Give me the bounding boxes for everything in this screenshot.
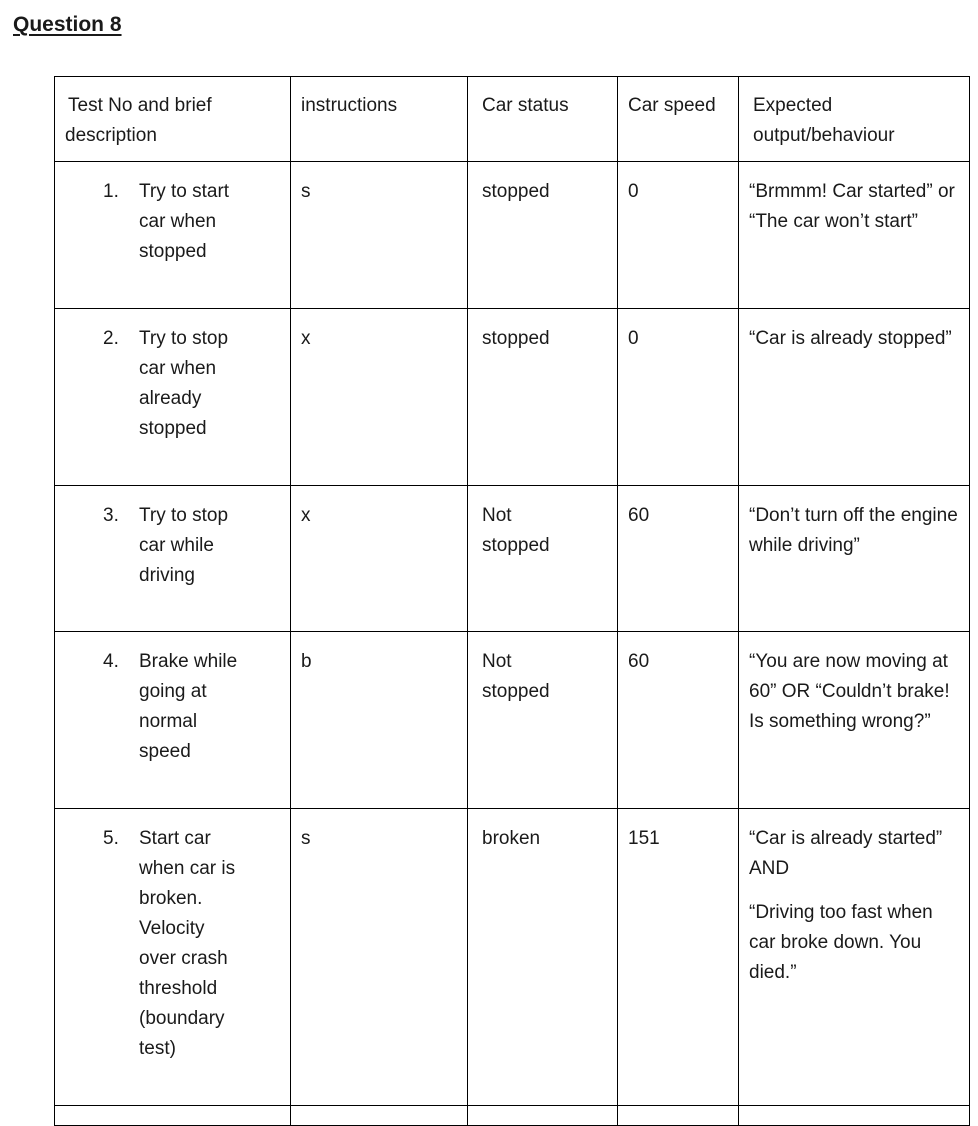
table-row-partial [55, 1106, 970, 1126]
expected-output-cell [739, 809, 970, 1106]
table-row [55, 632, 970, 809]
expected-output-cell [739, 309, 970, 486]
header-expected-output: Expected output/behaviour [739, 77, 970, 162]
car-status-cell: Not stopped [468, 486, 618, 632]
header-instructions: instructions [291, 77, 468, 162]
test-number: 1. [103, 181, 119, 202]
test-number: 3. [103, 505, 119, 526]
instruction-cell: b [291, 632, 468, 809]
car-status-cell: stopped [468, 309, 618, 486]
instruction-cell: x [291, 486, 468, 632]
expected-output-text: “Car is already stopped” [749, 328, 952, 349]
test-description: Try to stop car when already stopped [139, 328, 229, 439]
test-description-cell [55, 632, 291, 809]
car-speed-cell: 60 [618, 486, 739, 632]
car-status-cell: broken [468, 809, 618, 1106]
expected-output-cell [739, 486, 970, 632]
test-number: 4. [103, 651, 119, 672]
test-description: Brake while going at normal speed [139, 651, 238, 762]
instruction-cell: s [291, 162, 468, 309]
header-car-status: Car status [468, 77, 618, 162]
test-number: 2. [103, 328, 119, 349]
expected-output-text: “Car is already started” AND [749, 828, 943, 879]
test-description-cell [55, 809, 291, 1106]
instruction-cell: x [291, 309, 468, 486]
expected-output-text: “You are now moving at 60” OR “Couldn’t brake! Is something wrong?” [749, 651, 950, 732]
header-test-description: Test No and brief description [55, 77, 291, 162]
test-number: 5. [103, 828, 119, 849]
expected-output-cell [739, 162, 970, 309]
car-status-cell: Not stopped [468, 632, 618, 809]
table-row [55, 809, 970, 1106]
test-table [54, 76, 970, 1126]
expected-output-text: “Don’t turn off the engine while driving” [749, 505, 958, 556]
table-row [55, 486, 970, 632]
table-header-row [55, 77, 970, 162]
table-row [55, 309, 970, 486]
test-description: Try to start car when stopped [139, 181, 230, 262]
car-status-cell: stopped [468, 162, 618, 309]
car-speed-cell: 0 [618, 309, 739, 486]
header-car-speed: Car speed [618, 77, 739, 162]
test-description-cell [55, 309, 291, 486]
test-description: Try to stop car while driving [139, 505, 229, 586]
test-description-cell [55, 162, 291, 309]
test-description-cell [55, 486, 291, 632]
instruction-cell: s [291, 809, 468, 1106]
page-title: Question 8 [13, 13, 122, 36]
car-speed-cell: 151 [618, 809, 739, 1106]
table-row [55, 162, 970, 309]
test-description: Start car when car is broken. Velocity over crash threshold (boundary test) [139, 828, 236, 1059]
car-speed-cell: 60 [618, 632, 739, 809]
car-speed-cell: 0 [618, 162, 739, 309]
expected-output-cell [739, 632, 970, 809]
expected-output-text: “Brmmm! Car started” or “The car won’t start” [749, 181, 955, 232]
expected-output-text: “Driving too fast when car broke down. You died.” [749, 902, 933, 983]
